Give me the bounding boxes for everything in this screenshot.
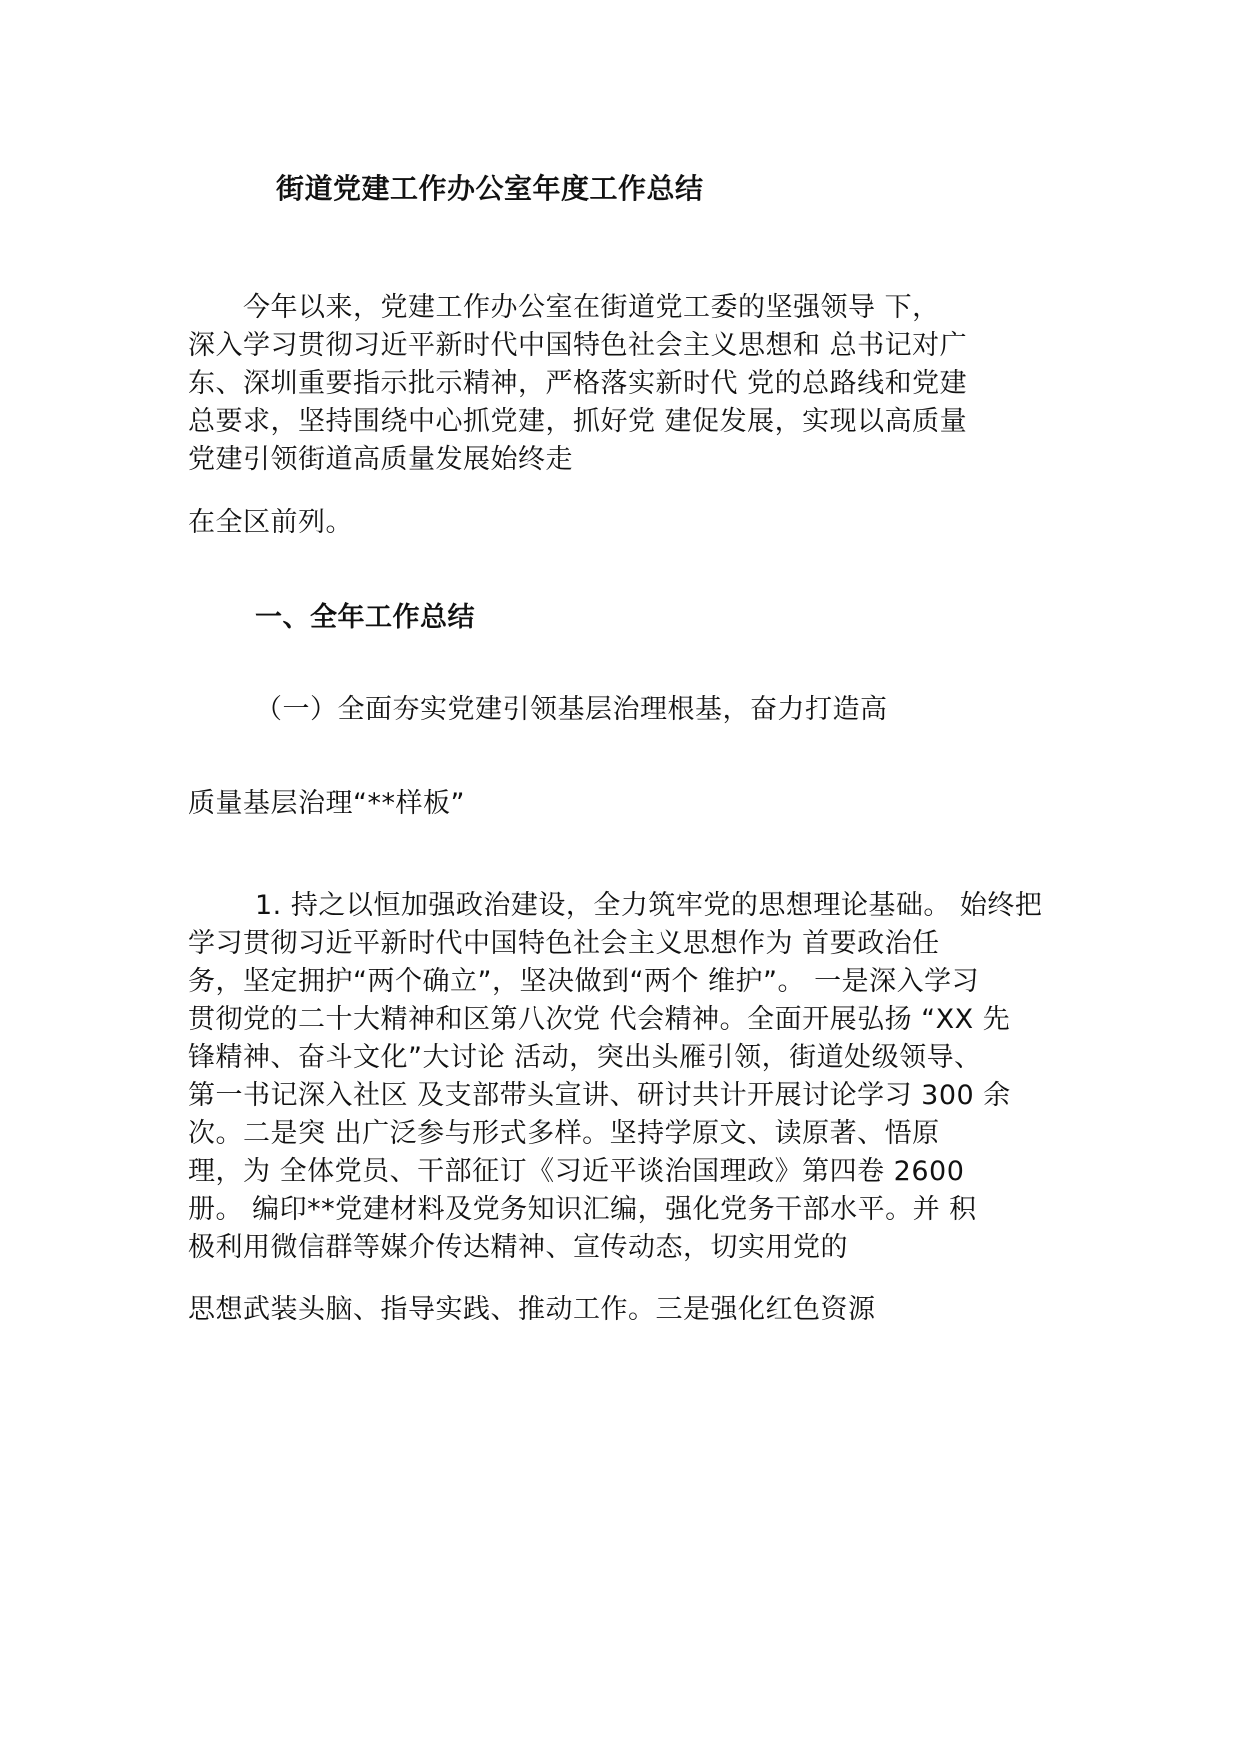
body-line-1: 1. 持之以恒加强政治建设，全力筑牢党的思想理论基础。 始终把 [255, 890, 1043, 921]
intro-line-5: 党建引领街道高质量发展始终走 [188, 444, 573, 475]
subsection-line-1: （一）全面夯实党建引领基层治理根基，奋力打造高 [255, 694, 888, 725]
body-line-6: 第一书记深入社区 及支部带头宣讲、研讨共计开展讨论学习 300 余 [188, 1080, 1011, 1111]
body-line-3: 务，坚定拥护“两个确立”，坚决做到“两个 维护”。 一是深入学习 [188, 966, 980, 997]
body-line-11: 思想武装头脑、指导实践、推动工作。三是强化红色资源 [188, 1294, 876, 1325]
intro-line-1: 今年以来，党建工作办公室在街道党工委的坚强领导 下， [188, 292, 940, 323]
body-line-7: 次。二是突 出广泛参与形式多样。坚持学原文、读原著、悟原 [188, 1118, 940, 1149]
body-line-5: 锋精神、奋斗文化”大讨论 活动，突出头雁引领，街道处级领导、 [188, 1042, 982, 1073]
intro-line-3: 东、深圳重要指示批示精神，严格落实新时代 党的总路线和党建 [188, 368, 968, 399]
body-line-2: 学习贯彻习近平新时代中国特色社会主义思想作为 首要政治任 [188, 928, 940, 959]
intro-line-2: 深入学习贯彻习近平新时代中国特色社会主义思想和 总书记对广 [188, 330, 968, 361]
section-heading: 一、全年工作总结 [255, 602, 475, 633]
body-line-10: 极利用微信群等媒介传达精神、宣传动态，切实用党的 [188, 1232, 848, 1263]
body-line-8: 理，为 全体党员、干部征订《习近平谈治国理政》第四卷 2600 [188, 1156, 965, 1187]
body-line-4: 贯彻党的二十大精神和区第八次党 代会精神。全面开展弘扬 “XX 先 [188, 1004, 1011, 1035]
body-line-9: 册。 编印**党建材料及党务知识汇编，强化党务干部水平。并 积 [188, 1194, 977, 1225]
subsection-line-2: 质量基层治理“**样板” [188, 788, 465, 819]
document-title: 街道党建工作办公室年度工作总结 [276, 172, 704, 205]
intro-line-6: 在全区前列。 [188, 507, 353, 538]
intro-line-4: 总要求，坚持围绕中心抓党建，抓好党 建促发展，实现以高质量 [188, 406, 968, 437]
